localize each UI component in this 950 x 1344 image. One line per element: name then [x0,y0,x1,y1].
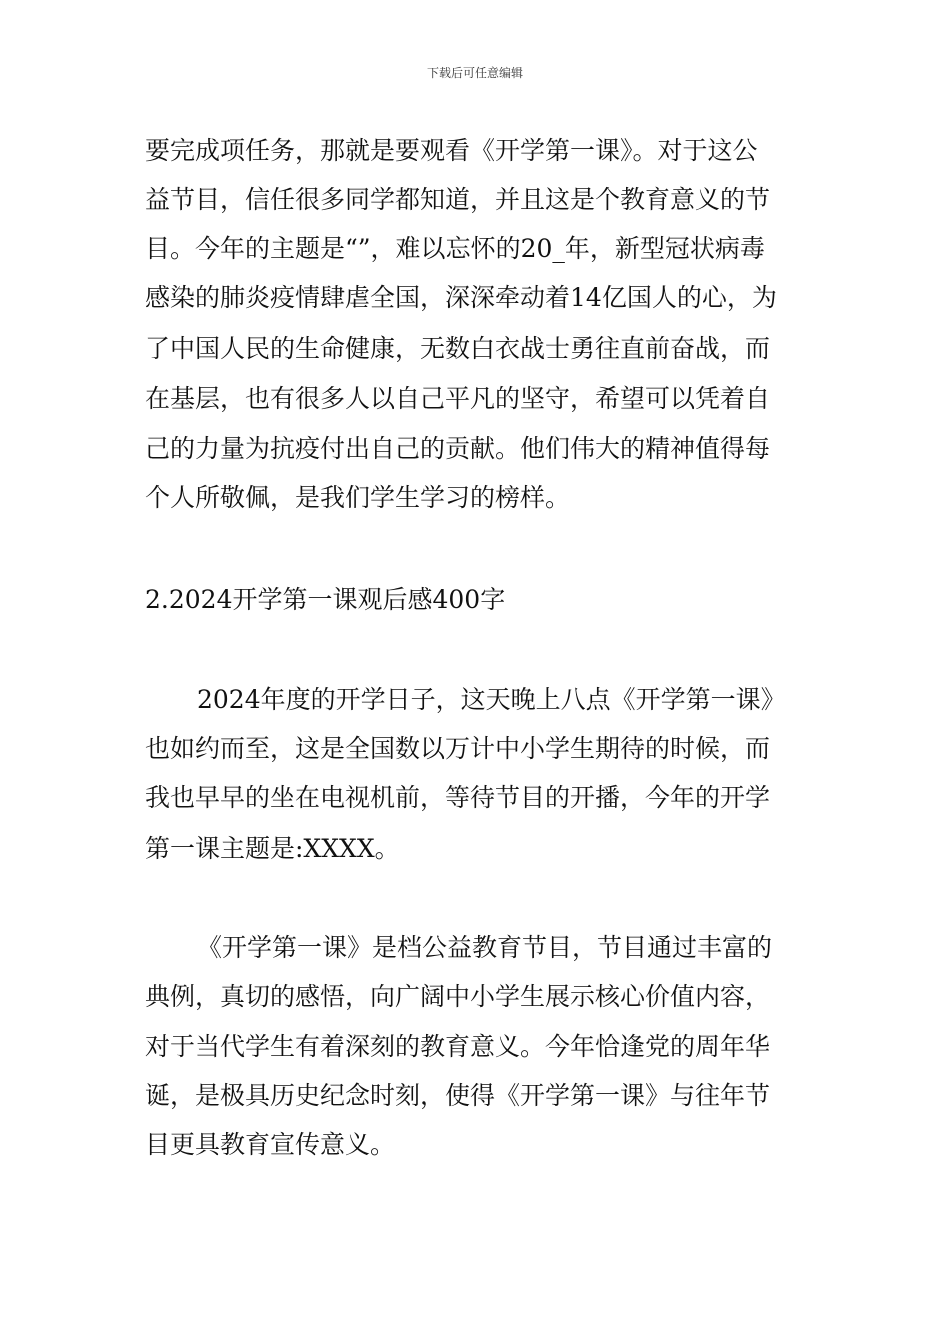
text-line: 对于当代学生有着深刻的教育意义。今年恰逢党的周年华 [145,1032,771,1061]
text-line: 目更具教育宣传意义。 [145,1130,396,1159]
page-header: 下载后可任意编辑 [426,66,523,80]
text-line: 益节目，信任很多同学都知道，并且这是个教育意义的节 [145,185,771,214]
text-line: 第一课主题是:XXXX。 [145,834,400,863]
text-line: 也如约而至，这是全国数以万计中小学生期待的时候，而 [145,734,771,763]
section-heading: 2.2024开学第一课观后感400字 [145,585,506,614]
text-line: 《开学第一课》是档公益教育节目，节目通过丰富的 [197,933,773,962]
text-line: 2024年度的开学日子，这天晚上八点《开学第一课》 [197,685,786,714]
text-line: 诞，是极具历史纪念时刻，使得《开学第一课》与往年节 [145,1081,771,1110]
text-line: 要完成项任务，那就是要观看《开学第一课》。对于这公 [145,136,758,165]
text-line: 了中国人民的生命健康，无数白衣战士勇往直前奋战，而 [145,334,771,363]
text-line: 感染的肺炎疫情肆虐全国，深深牵动着14亿国人的心，为 [145,283,777,312]
text-line: 典例，真切的感悟，向广阔中小学生展示核心价值内容， [145,982,771,1011]
text-line: 个人所敬佩，是我们学生学习的榜样。 [145,483,571,512]
text-line: 我也早早的坐在电视机前，等待节目的开播，今年的开学 [145,783,771,812]
text-line: 目。今年的主题是“”，难以忘怀的20_年，新型冠状病毒 [145,234,765,263]
text-line: 己的力量为抗疫付出自己的贡献。他们伟大的精神值得每 [145,434,771,463]
text-line: 在基层，也有很多人以自己平凡的坚守，希望可以凭着自 [145,384,771,413]
